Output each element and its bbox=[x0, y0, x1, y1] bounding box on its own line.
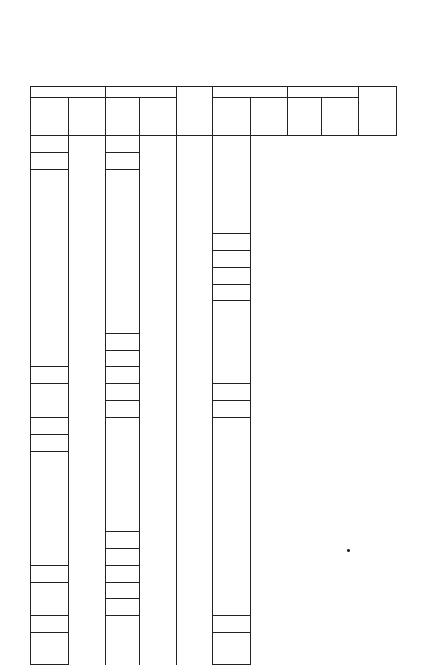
d-nominal-cell bbox=[213, 136, 251, 153]
col-D-left bbox=[31, 87, 106, 98]
mass-cell bbox=[177, 233, 213, 250]
d1-nominal-cell bbox=[106, 233, 140, 250]
mass-cell bbox=[177, 401, 213, 418]
d-nominal-cell bbox=[31, 616, 69, 633]
d1-nominal-cell bbox=[106, 435, 140, 452]
mass-cell bbox=[177, 202, 213, 218]
mass-cell bbox=[177, 418, 213, 435]
mass-cell bbox=[177, 483, 213, 499]
d1-nominal-cell bbox=[106, 169, 140, 185]
mass-cell bbox=[177, 136, 213, 153]
d1-nominal-cell bbox=[106, 467, 140, 483]
mass-cell bbox=[177, 217, 213, 233]
col-nomin bbox=[106, 98, 140, 136]
d1-nominal-cell bbox=[106, 401, 140, 418]
d-nominal-cell bbox=[213, 418, 251, 616]
d1-nominal-cell bbox=[106, 548, 140, 565]
d-tolerance-cell bbox=[69, 136, 106, 665]
mass-cell bbox=[177, 169, 213, 185]
mass-cell bbox=[177, 367, 213, 384]
mass-cell bbox=[177, 384, 213, 401]
d-nominal-cell bbox=[31, 136, 69, 153]
d1-nominal-cell bbox=[106, 152, 140, 169]
mass-cell bbox=[177, 531, 213, 548]
col-mass-left bbox=[177, 87, 213, 136]
d1-nominal-cell bbox=[106, 350, 140, 367]
col-D1-right bbox=[288, 87, 359, 98]
col-D1-left bbox=[106, 87, 177, 98]
col-pred bbox=[140, 98, 177, 136]
d1-nominal-cell bbox=[106, 649, 140, 665]
d-nominal-cell bbox=[31, 169, 69, 367]
col-nomin bbox=[213, 98, 251, 136]
d-nominal-cell bbox=[31, 633, 69, 665]
d1-nominal-cell bbox=[106, 531, 140, 548]
mass-cell bbox=[177, 435, 213, 452]
mass-cell bbox=[177, 317, 213, 333]
d-nominal-cell bbox=[31, 451, 69, 565]
mass-cell bbox=[177, 565, 213, 582]
ink-dot bbox=[347, 549, 350, 552]
d-nominal-cell bbox=[213, 267, 251, 284]
d1-nominal-cell bbox=[106, 367, 140, 384]
mass-cell bbox=[177, 515, 213, 531]
d1-nominal-cell bbox=[106, 418, 140, 435]
mass-cell bbox=[177, 451, 213, 467]
d-nominal-cell bbox=[213, 301, 251, 384]
d1-nominal-cell bbox=[106, 582, 140, 599]
mass-cell bbox=[177, 186, 213, 202]
d1-nominal-cell bbox=[106, 301, 140, 317]
mass-cell bbox=[177, 333, 213, 350]
d1-nominal-cell bbox=[106, 333, 140, 350]
d1-nominal-cell bbox=[106, 451, 140, 467]
d-nominal-cell bbox=[213, 250, 251, 267]
d1-nominal-cell bbox=[106, 633, 140, 649]
d-nominal-cell bbox=[213, 233, 251, 250]
d1-nominal-cell bbox=[106, 483, 140, 499]
mass-cell bbox=[177, 350, 213, 367]
dimensions-table bbox=[30, 86, 397, 665]
d1-nominal-cell bbox=[106, 250, 140, 267]
mass-cell bbox=[177, 633, 213, 649]
d-nominal-cell bbox=[31, 152, 69, 169]
d-nominal-cell bbox=[31, 367, 69, 384]
mass-cell bbox=[177, 152, 213, 169]
mass-cell bbox=[177, 467, 213, 483]
mass-cell bbox=[177, 616, 213, 633]
d-nominal-cell bbox=[31, 435, 69, 452]
d1-nominal-cell bbox=[106, 186, 140, 202]
mass-cell bbox=[177, 499, 213, 515]
d-nominal-cell bbox=[213, 169, 251, 233]
d1-nominal-cell bbox=[106, 616, 140, 633]
d-nominal-cell bbox=[213, 284, 251, 301]
d-nominal-cell bbox=[213, 616, 251, 633]
col-nomin bbox=[288, 98, 322, 136]
d1-nominal-cell bbox=[106, 565, 140, 582]
mass-cell bbox=[177, 250, 213, 267]
mass-cell bbox=[177, 267, 213, 284]
d1-nominal-cell bbox=[106, 499, 140, 515]
col-mass-right bbox=[359, 87, 397, 136]
mass-cell bbox=[177, 548, 213, 565]
d1-nominal-cell bbox=[106, 317, 140, 333]
col-pred bbox=[251, 98, 288, 136]
d-nominal-cell bbox=[213, 152, 251, 169]
d-nominal-cell bbox=[213, 633, 251, 665]
d-nominal-cell bbox=[31, 418, 69, 435]
d1-nominal-cell bbox=[106, 284, 140, 301]
d-nominal-cell bbox=[31, 565, 69, 582]
d1-nominal-cell bbox=[106, 384, 140, 401]
col-nomin bbox=[31, 98, 69, 136]
d-nominal-cell bbox=[31, 582, 69, 616]
col-pred bbox=[322, 98, 359, 136]
col-pred bbox=[69, 98, 106, 136]
d1-nominal-cell bbox=[106, 202, 140, 218]
d-nominal-cell bbox=[31, 384, 69, 418]
d-nominal-cell bbox=[213, 401, 251, 418]
mass-cell bbox=[177, 301, 213, 317]
table-row bbox=[31, 136, 397, 153]
d1-nominal-cell bbox=[106, 136, 140, 153]
mass-cell bbox=[177, 582, 213, 599]
d-nominal-cell bbox=[213, 384, 251, 401]
d1-nominal-cell bbox=[106, 599, 140, 616]
d1-nominal-cell bbox=[106, 267, 140, 284]
mass-cell bbox=[177, 649, 213, 665]
mass-cell bbox=[177, 599, 213, 616]
col-D-right bbox=[213, 87, 288, 98]
d1-tolerance-cell bbox=[140, 136, 177, 665]
d1-nominal-cell bbox=[106, 217, 140, 233]
d1-nominal-cell bbox=[106, 515, 140, 531]
mass-cell bbox=[177, 284, 213, 301]
